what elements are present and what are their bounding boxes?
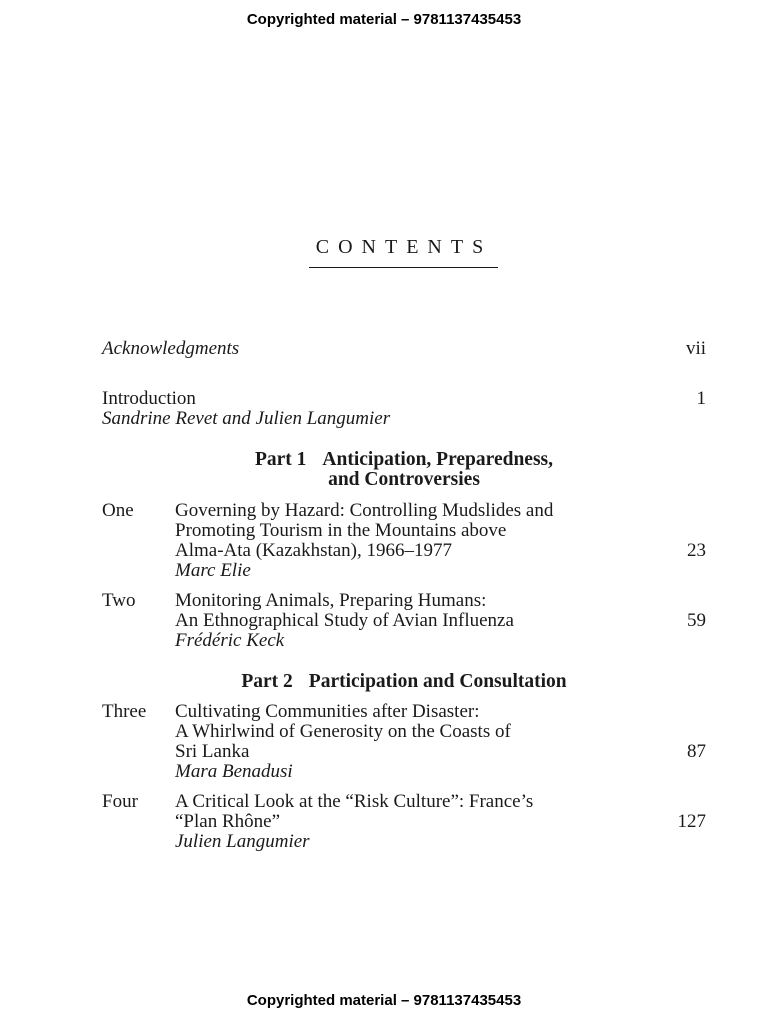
chapter-three-title-line3: Sri Lanka — [175, 741, 250, 762]
chapter-one-page: 23 — [687, 540, 706, 561]
chapter-four-page: 127 — [677, 811, 706, 832]
chapter-two-title-line2: An Ethnographical Study of Avian Influenza — [175, 610, 514, 631]
chapter-four-title-line2: “Plan Rhône” — [175, 811, 281, 832]
part2-heading — [0, 672, 768, 692]
toc-introduction-page: 1 — [696, 388, 706, 409]
chapter-four-label: Four — [102, 791, 138, 812]
chapter-one-title-line1: Governing by Hazard: Controlling Mudslides and — [175, 500, 554, 521]
part2-title: Participation and Consultation — [308, 671, 567, 692]
toc-introduction-authors: Sandrine Revet and Julien Langumier — [102, 408, 391, 429]
part2-number: Part 2 — [241, 671, 293, 692]
part1-title-line2: and Controversies — [328, 469, 480, 490]
toc-acknowledgments-title: Acknowledgments — [102, 338, 240, 359]
contents-heading: CONTENTS — [315, 236, 493, 258]
part1-heading-line2 — [0, 470, 768, 490]
chapter-one-title-line2: Promoting Tourism in the Mountains above — [175, 520, 507, 541]
chapter-two-author: Frédéric Keck — [175, 630, 285, 651]
part1-number: Part 1 — [254, 449, 307, 470]
chapter-two-title-line1: Monitoring Animals, Preparing Humans: — [175, 590, 487, 611]
chapter-four-author: Julien Langumier — [175, 831, 310, 852]
chapter-one-author: Marc Elie — [175, 560, 251, 581]
copyright-banner-top: Copyrighted material – 9781137435453 — [246, 11, 522, 28]
chapter-three-page: 87 — [687, 741, 706, 762]
part1-heading — [0, 450, 768, 470]
chapter-three-author: Mara Benadusi — [175, 761, 293, 782]
chapter-three-label: Three — [102, 701, 147, 722]
chapter-four-title-line1: A Critical Look at the “Risk Culture”: France’s — [175, 791, 534, 812]
chapter-two-label: Two — [102, 590, 136, 611]
chapter-three-title-line2: A Whirlwind of Generosity on the Coasts of — [175, 721, 511, 742]
chapter-one-label: One — [102, 500, 134, 521]
chapter-three-title-line1: Cultivating Communities after Disaster: — [175, 701, 480, 722]
toc-acknowledgments-page: vii — [685, 338, 706, 359]
toc-introduction-title: Introduction — [102, 388, 196, 409]
part1-title-line1: Anticipation, Preparedness, — [322, 449, 554, 470]
chapter-two-page: 59 — [687, 610, 706, 631]
heading-rule — [309, 267, 498, 268]
chapter-one-title-line3: Alma-Ata (Kazakhstan), 1966–1977 — [175, 540, 453, 561]
copyright-banner-bottom: Copyrighted material – 9781137435453 — [246, 992, 522, 1009]
